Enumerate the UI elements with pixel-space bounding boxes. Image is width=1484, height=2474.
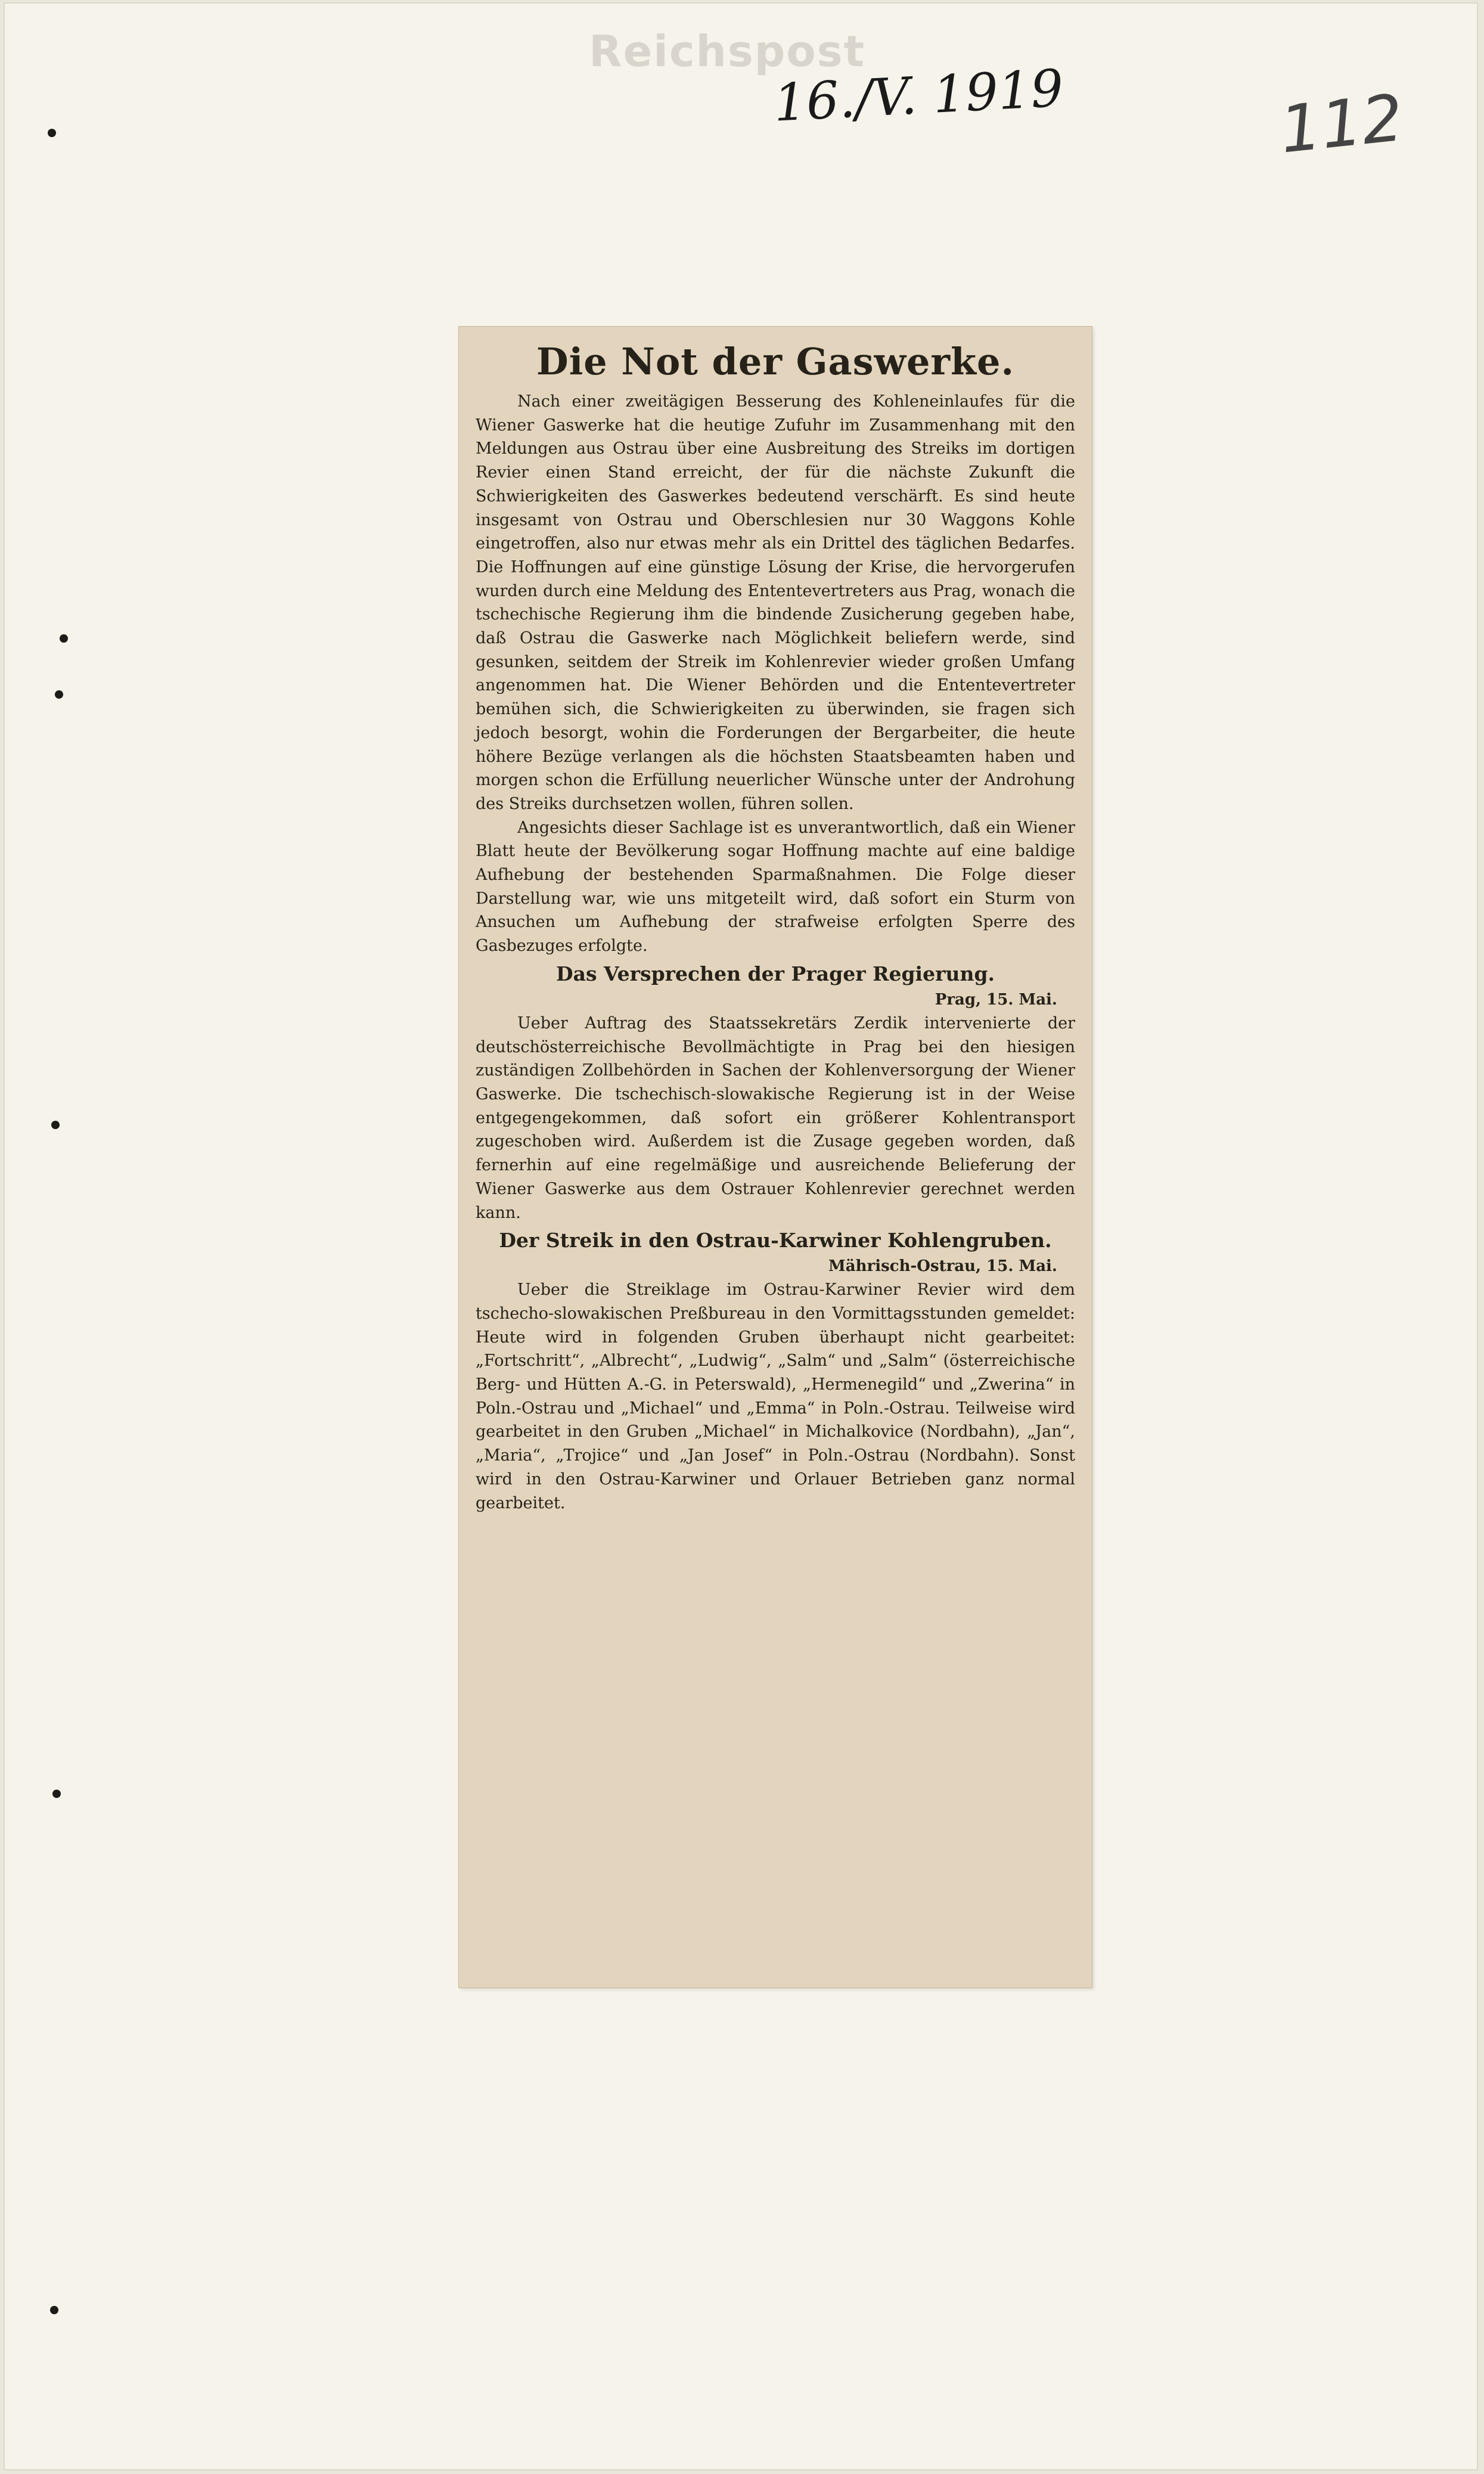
punch-hole [48, 129, 56, 137]
archive-sheet [5, 4, 1477, 2469]
punch-hole [52, 1790, 61, 1798]
handwritten-date: 16./V. 1919 [772, 58, 1065, 134]
article-subheading: Der Streik in den Ostrau-Karwiner Kohlengruben. [499, 1229, 1052, 1252]
article-paragraph: Ueber die Streiklage im Ostrau-Karwiner Revier wird dem tschecho-slowakischen Preßbureau in den Vormittagsstunden gemeldet: Heute wird in folgenden Gruben überhaupt nicht gearbeitet: „Fortschritt“, „Albrecht“, „Ludwig“, „Salm“ und „Salm“ (österreichische Berg- und Hütten A.-G. in Peterswald), „Hermenegild“ und „Zwerina“ in Poln.-Ostrau und „Michael“ und „Emma“ in Poln.-Ostrau. Teilweise wird gearbeitet in den Gruben „Michael“ in Michalkovice (Nordbahn), „Jan“, „Maria“, „Trojice“ und „Jan Josef“ in Poln.-Ostrau (Nordbahn). Sonst wird in den Ostrau-Karwiner und Orlauer Betrieben ganz normal gearbeitet. [476, 1281, 1075, 1512]
article-paragraph: Ueber Auftrag des Staatssekretärs Zerdik intervenierte der deutschösterreichische Bevollmächtigte in Prag bei den hiesigen zuständigen Zollbehörden in Sachen der Kohlenversorgung der Wiener Gaswerke. Die tschechisch-slowakische Regierung ist in der Weise entgegengekommen, daß sofort ein größerer Kohlentransport zugeschoben wird. Außerdem ist die Zusage gegeben worden, daß fernerhin auf eine regelmäßige und ausreichende Belieferung der Wiener Gaswerke aus dem Ostrauer Kohlenrevier gerechnet werden kann. [476, 1013, 1075, 1222]
handwritten-page-number: 112 [1277, 80, 1407, 168]
punch-hole [60, 634, 68, 643]
article-dateline: Prag, 15. Mai. [935, 990, 1057, 1009]
article [476, 339, 1075, 1515]
article-paragraph: Nach einer zweitägigen Besserung des Kohleneinlaufes für die Wiener Gaswerke hat die heutige Zufuhr im Zusammenhang mit den Meldungen aus Ostrau über eine Ausbreitung des Streiks im dortigen Revier einen Stand erreicht, der für die nächste Zukunft die Schwierigkeiten des Gaswerkes bedeutend verschärft. Es sind heute insgesamt von Ostrau und Oberschlesien nur 30 Waggons Kohle eingetroffen, also nur etwas mehr als ein Drittel des täglichen Bedarfes. Die Hoffnungen auf eine günstige Lösung der Krise, die hervorgerufen wurden durch eine Meldung des Ententevertreters aus Prag, wonach die tschechische Regierung ihm die bindende Zusicherung gegeben habe, daß Ostrau die Gaswerke nach Möglichkeit beliefern werde, sind gesunken, seitdem der Streik im Kohlenrevier wieder großen Umfang angenommen hat. Die Wiener Behörden und die Ententevertreter bemühen sich, die Schwierigkeiten zu überwinden, sie fragen sich jedoch besorgt, wohin die Forderungen der Bergarbeiter, die heute höhere Bezüge verlangen als die höchsten Staatsbeamten haben und morgen schon die Erfüllung neuerlicher Wünsche unter der Androhung des Streiks durchsetzen wollen, führen sollen. [476, 392, 1075, 813]
article-dateline: Mährisch-Ostrau, 15. Mai. [828, 1257, 1057, 1276]
punch-hole [51, 1121, 60, 1129]
punch-hole [50, 2306, 58, 2314]
punch-hole [55, 690, 63, 699]
article-headline: Die Not der Gaswerke. [536, 340, 1015, 383]
article-subheading: Das Versprechen der Prager Regierung. [555, 962, 995, 985]
newspaper-stamp: Reichspost [589, 26, 866, 76]
article-paragraph: Angesichts dieser Sachlage ist es unverantwortlich, daß ein Wiener Blatt heute der Bevölkerung sogar Hoffnung machte auf eine baldige Aufhebung der bestehenden Sparmaßnahmen. Die Folge dieser Darstellung war, wie uns mitgeteilt wird, daß sofort ein Sturm von Ansuchen um Aufhebung der strafweise erfolgten Sperre des Gasbezuges erfolgte. [476, 818, 1075, 956]
newspaper-clipping [459, 327, 1092, 1988]
